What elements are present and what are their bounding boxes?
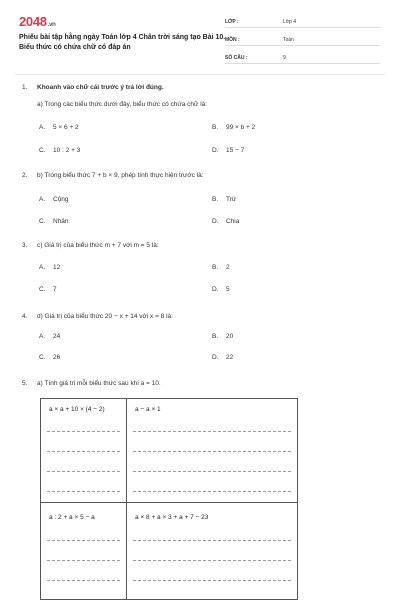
table-cell xyxy=(41,399,127,503)
answer-line[interactable] xyxy=(47,580,120,581)
logo-text: 2048 xyxy=(19,14,47,29)
option-label: D. xyxy=(212,354,219,361)
answer-option[interactable] xyxy=(212,147,244,154)
option-text: 12 xyxy=(53,264,61,271)
answer-line[interactable] xyxy=(133,471,291,472)
question-instruction: Khoanh vào chữ cái trước ý trả lời đúng. xyxy=(37,84,164,91)
answer-option[interactable] xyxy=(39,286,57,293)
option-label: B. xyxy=(212,196,219,203)
meta-label: LỚP : xyxy=(225,19,239,25)
answer-option[interactable] xyxy=(39,147,80,154)
answer-option[interactable] xyxy=(212,218,239,225)
answer-option[interactable] xyxy=(212,264,230,271)
question-text: a) Trong các biểu thức dưới đây, biểu thức có chứa chữ là: xyxy=(37,101,208,108)
option-text: 7 xyxy=(53,286,57,293)
option-label: B. xyxy=(212,124,219,131)
answer-option[interactable] xyxy=(212,124,255,131)
option-text: 26 xyxy=(53,354,61,361)
question-number: 1. xyxy=(22,84,28,91)
expression: a × a + 10 × (4 − 2) xyxy=(49,406,105,413)
question-text: b) Trong biểu thức 7 + b × 9, phép tính thực hiện trước là: xyxy=(37,172,204,179)
answer-line[interactable] xyxy=(47,431,120,432)
meta-label: MÔN : xyxy=(225,37,240,43)
answer-option[interactable] xyxy=(212,286,230,293)
question-text: d) Giá trị của biểu thức 20 − x + 14 với x = 8 là: xyxy=(37,313,173,320)
answer-option[interactable] xyxy=(39,264,60,271)
logo-suffix: .vn xyxy=(47,22,56,28)
question-number: 4. xyxy=(22,313,28,320)
table-cell xyxy=(127,503,297,599)
answer-line[interactable] xyxy=(133,560,291,561)
option-label: A. xyxy=(39,124,46,131)
question-text: c) Giá trị của biểu thức m + 7 với m = 5 là: xyxy=(37,242,159,249)
answer-line[interactable] xyxy=(47,451,120,452)
question-text: a) Tính giá trị mỗi biểu thức sau khi a = 10. xyxy=(37,380,161,387)
answer-line[interactable] xyxy=(47,560,120,561)
expression: a : 2 + a × 5 − a xyxy=(49,514,95,521)
option-text: 2 xyxy=(226,264,230,271)
answer-line[interactable] xyxy=(47,471,120,472)
answer-line[interactable] xyxy=(47,491,120,492)
answer-option[interactable] xyxy=(39,124,79,131)
option-text: 22 xyxy=(226,354,234,361)
answer-line[interactable] xyxy=(47,540,120,541)
meta-row-class xyxy=(225,14,380,28)
meta-value: Lớp 4 xyxy=(283,19,297,25)
meta-value: Toán xyxy=(283,37,294,43)
site-logo[interactable] xyxy=(19,14,56,29)
option-text: 10 : 2 + 3 xyxy=(53,147,81,154)
answer-option[interactable] xyxy=(212,354,233,361)
option-label: B. xyxy=(212,264,219,271)
answer-option[interactable] xyxy=(39,218,69,225)
meta-row-count xyxy=(225,50,380,64)
question-number: 3. xyxy=(22,242,28,249)
worksheet-title: Phiếu bài tập hằng ngày Toán lớp 4 Chân trời sáng tạo Bài 10. Biểu thức có chứa chữ có đáp án xyxy=(19,34,226,51)
question-number: 5. xyxy=(22,380,28,387)
option-label: C. xyxy=(39,286,46,293)
option-text: 20 xyxy=(226,333,234,340)
option-text: 5 × 6 + 2 xyxy=(53,124,79,131)
expression: a × 8 + a × 3 + a + 7 − 23 xyxy=(135,514,209,521)
option-label: D. xyxy=(212,286,219,293)
question-number: 2. xyxy=(22,172,28,179)
answer-option[interactable] xyxy=(212,196,236,203)
answer-line[interactable] xyxy=(133,431,291,432)
answer-line[interactable] xyxy=(133,451,291,452)
option-label: D. xyxy=(212,147,219,154)
option-text: Nhân xyxy=(53,218,69,225)
option-text: 15 − 7 xyxy=(226,147,245,154)
option-label: A. xyxy=(39,333,46,340)
option-label: A. xyxy=(39,196,46,203)
meta-row-subject xyxy=(225,32,380,46)
meta-value: 9 xyxy=(283,55,286,61)
header-divider xyxy=(15,74,385,75)
meta-label: SỐ CÂU : xyxy=(225,55,248,61)
answer-option[interactable] xyxy=(212,333,233,340)
worksheet-meta xyxy=(225,14,380,68)
answer-option[interactable] xyxy=(39,196,69,203)
table-cell xyxy=(127,399,297,503)
option-text: 24 xyxy=(53,333,61,340)
answer-option[interactable] xyxy=(39,354,60,361)
option-label: C. xyxy=(39,354,46,361)
expression-table xyxy=(40,398,298,600)
option-text: Cộng xyxy=(53,196,69,203)
option-label: C. xyxy=(39,147,46,154)
option-text: 5 xyxy=(226,286,230,293)
answer-option[interactable] xyxy=(39,333,60,340)
answer-line[interactable] xyxy=(133,580,291,581)
option-label: A. xyxy=(39,264,46,271)
option-text: Trừ xyxy=(226,196,237,203)
option-text: Chia xyxy=(226,218,240,225)
option-label: C. xyxy=(39,218,46,225)
option-label: D. xyxy=(212,218,219,225)
expression: a − a × 1 xyxy=(135,406,161,413)
option-label: B. xyxy=(212,333,219,340)
option-text: 99 × b + 2 xyxy=(226,124,256,131)
answer-line[interactable] xyxy=(133,540,291,541)
answer-line[interactable] xyxy=(133,491,291,492)
table-cell xyxy=(41,503,127,599)
